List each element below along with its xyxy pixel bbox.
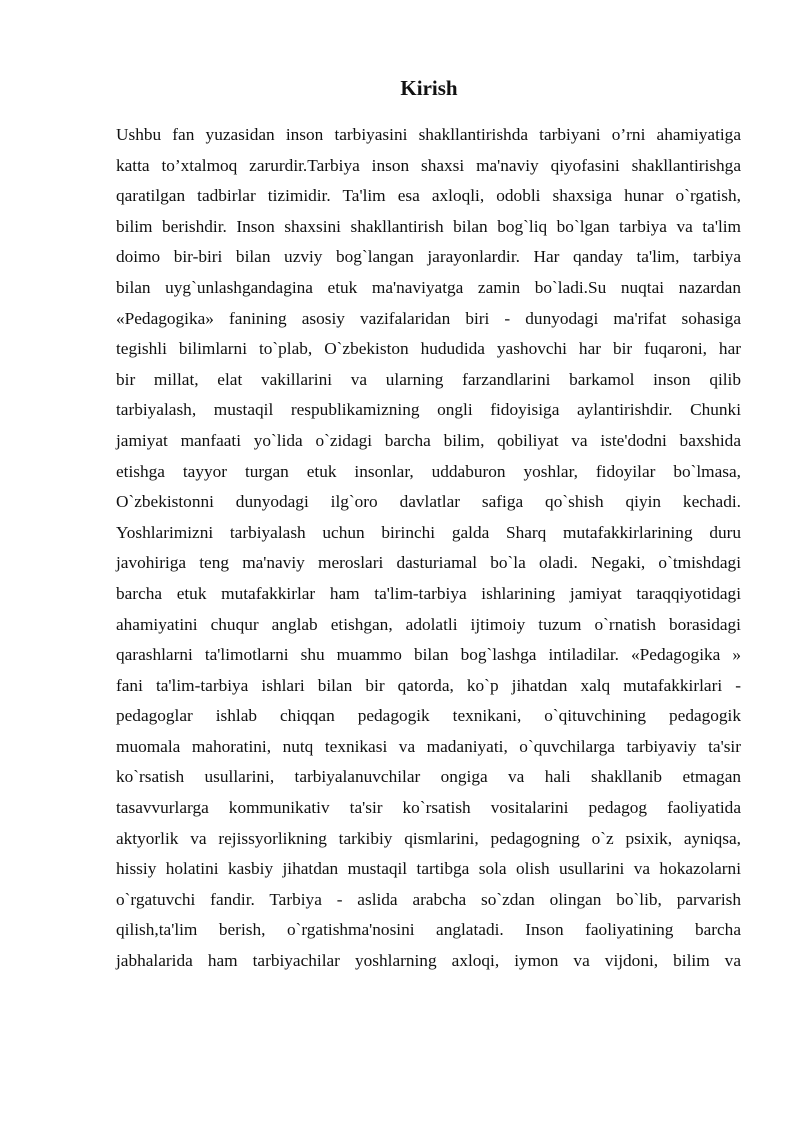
text-line: javohiriga teng ma'naviy meroslari dasturiamal bo`la oladi. Negaki, o`tmishdagi [116, 553, 741, 573]
text-line: jamiyat manfaati yo`lida o`zidagi barcha bilim, qobiliyat va iste'dodni baxshida [116, 430, 741, 450]
page-title: Kirish [400, 76, 458, 100]
text-line: bilan uyg`unlashgandagina etuk ma'naviyatga zamin bo`ladi.Su nuqtai nazardan [116, 277, 741, 297]
text-line: jabhalarida ham tarbiyachilar yoshlarning axloqi, iymon va vijdoni, bilim va [116, 951, 741, 971]
text-line: barcha etuk mutafakkirlar ham ta'lim-tarbiya ishlarining jamiyat taraqqiyotidagi [116, 583, 741, 603]
text-line: aktyorlik va rejissyorlikning tarkibiy qismlarini, pedagogning o`z psixik, ayniqsa, [116, 828, 741, 848]
text-line: bilim berishdir. Inson shaxsini shakllantirish bilan bog`liq bo`lgan tarbiya va ta'lim [116, 216, 741, 236]
text-line: tarbiyalash, mustaqil respublikamizning ongli fidoyisiga aylantirishdir. Chunki [116, 400, 741, 420]
text-line: tegishli bilimlarni to`plab, O`zbekiston hududida yashovchi har bir fuqaroni, har [116, 339, 741, 359]
text-line: O`zbekistonni dunyodagi ilg`oro davlatlar safiga qo`shish qiyin kechadi. [116, 492, 741, 512]
text-line: ko`rsatish usullarini, tarbiyalanuvchilar ongiga va hali shakllanib etmagan [116, 767, 741, 787]
text-line: fani ta'lim-tarbiya ishlari bilan bir qatorda, ko`p jihatdan xalq mutafakkirlari - [116, 675, 741, 695]
text-line: o`rgatuvchi fandir. Tarbiya - aslida arabcha so`zdan olingan bo`lib, parvarish [116, 889, 741, 909]
body-paragraph [116, 120, 741, 977]
text-line: «Pedagogika» fanining asosiy vazifalaridan biri - dunyodagi ma'rifat sohasiga [116, 308, 741, 328]
text-line: bir millat, elat vakillarini va ularning farzandlarini barkamol inson qilib [116, 369, 741, 389]
text-line: muomala mahoratini, nutq texnikasi va madaniyati, o`quvchilarga tarbiyaviy ta'sir [116, 736, 741, 756]
text-line: Ushbu fan yuzasidan inson tarbiyasini shakllantirishda tarbiyani o’rni ahamiyatiga [116, 125, 741, 144]
text-line: qarashlarni ta'limotlarni shu muammo bilan bog`lashga intiladilar. «Pedagogika » [116, 645, 741, 665]
text-line: doimo bir-biri bilan uzviy bog`langan jarayonlardir. Har qanday ta'lim, tarbiya [116, 247, 741, 267]
text-line: hissiy holatini kasbiy jihatdan mustaqil tartibga sola olish usullarini va hokazolarni [116, 859, 741, 879]
text-line: qaratilgan tadbirlar tizimidir. Ta'lim esa axloqli, odobli shaxsiga hunar o`rgatish, [116, 186, 741, 206]
text-line: etishga tayyor turgan etuk insonlar, uddaburon yoshlar, fidoyilar bo`lmasa, [116, 461, 741, 481]
text-line: pedagoglar ishlab chiqqan pedagogik texnikani, o`qituvchining pedagogik [116, 706, 741, 726]
text-line: katta to’xtalmoq zarurdir.Tarbiya inson shaxsi ma'naviy qiyofasini shakllantirishga [116, 155, 741, 175]
text-line: Yoshlarimizni tarbiyalash uchun birinchi galda Sharq mutafakkirlarining duru [116, 522, 741, 542]
text-line: ahamiyatini chuqur anglab etishgan, adolatli ijtimoiy tuzum o`rnatish borasidagi [116, 614, 741, 634]
text-line: qilish,ta'lim berish, o`rgatishma'nosini anglatadi. Inson faoliyatining barcha [116, 920, 741, 940]
text-line: tasavvurlarga kommunikativ ta'sir ko`rsatish vositalarini pedagog faoliyatida [116, 798, 741, 818]
